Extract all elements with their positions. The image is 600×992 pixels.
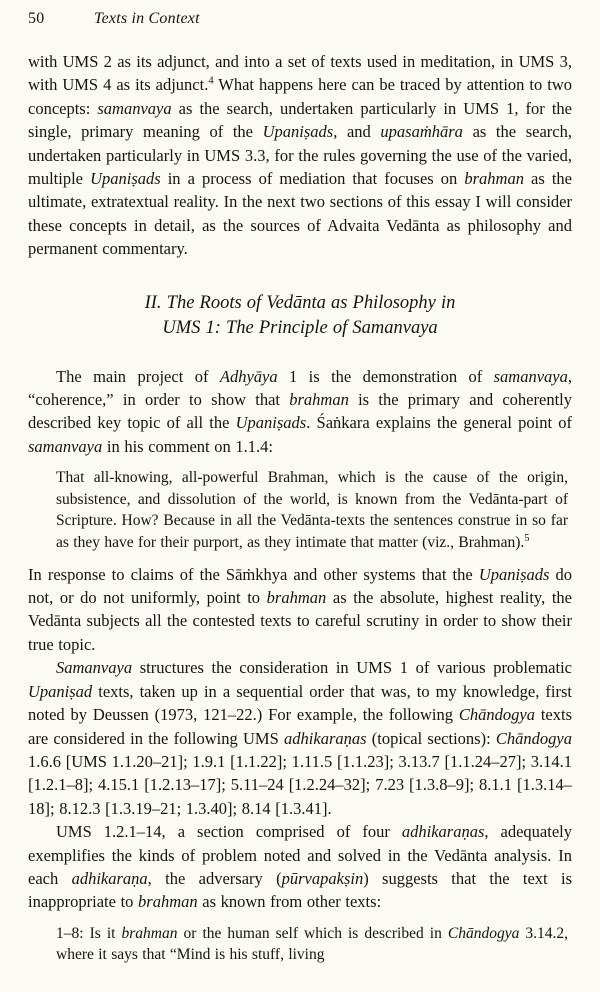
section-heading — [38, 291, 562, 341]
page-body — [28, 50, 572, 966]
section-heading-line-2: UMS 1: The Principle of Samanvaya — [162, 317, 438, 338]
page-number: 50 — [28, 10, 45, 27]
block-quote: That all-knowing, all-powerful Brahman, which is the cause of the origin, subsistence, and dissolution of the world, is known from the Vedānta-part of Scripture. How? Because in all the Vedānta-texts the sentences construe in so far as they have for their purport, as they intimate that matter (viz., Brahman).$^5$ — [56, 469, 568, 552]
running-head: Texts in Context — [94, 10, 200, 27]
page-header — [28, 10, 572, 28]
paragraph: In response to claims of the Sāṁkhya and other systems that the Upaniṣads do not, or do not uniformly, point to brahman as the absolute, highest reality, the Vedānta subjects all the contested texts to careful scrutiny in order to show their true topic. — [28, 564, 573, 654]
paragraph: The main project of Adhyāya 1 is the demonstration of samanvaya, “coherence,” in order to show that brahman is the primary and coherently described key topic of all the Upaniṣads. Śaṅkara explains the general point of samanvaya in his comment on 1.1.4: — [28, 366, 572, 456]
section-heading-line-1: II. The Roots of Vedānta as Philosophy in — [144, 292, 456, 313]
block-quote: 1–8: Is it brahman or the human self which is described in Chāndogya 3.14.2, where it says that “Mind is his stuff, living — [56, 924, 569, 964]
paragraph: with UMS 2 as its adjunct, and into a set of texts used in meditation, in UMS 3, with UMS 4 as its adjunct.$^4$ What happens here can be traced by attention to two concepts: samanvaya as the search, undertaken particularly in UMS 1, for the single, primary meaning of the Upaniṣads, and upasaṁhāra as the search, undertaken particularly in UMS 3.3, for the rules governing the use of the varied, multiple Upaniṣads in a process of mediation that focuses on brahman as the ultimate, extratextual reality. In the next two sections of this essay I will consider these concepts in detail, as the sources of Advaita Vedānta as philosophy and permanent commentary. — [28, 52, 573, 259]
paragraph: Samanvaya structures the consideration in UMS 1 of various problematic Upaniṣad texts, taken up in a sequential order that was, to my knowledge, first noted by Deussen (1973, 121–22.) For example, the following Chāndogya texts are considered in the following UMS adhikaraṇas (topical sections): Chāndogya 1.6.6 [UMS 1.1.20–21]; 1.9.1 [1.1.22]; 1.11.5 [1.1.23]; 3.13.7 [1.1.24–27]; 3.14.1 [1.2.1–8]; 4.15.1 [1.2.13–17]; 5.11–24 [1.2.24–32]; 7.23 [1.3.8–9]; 8.1.1 [1.3.14–18]; 8.12.3 [1.3.19–21; 1.3.40]; 8.14 [1.3.41]. — [28, 658, 573, 818]
paragraph: UMS 1.2.1–14, a section comprised of four adhikaraṇas, adequately exemplifies the kinds of problem noted and solved in the Vedānta analysis. In each adhikaraṇa, the adversary (pūrvapakṣin) suggests that the text is inappropriate to brahman as known from other texts: — [28, 822, 572, 912]
